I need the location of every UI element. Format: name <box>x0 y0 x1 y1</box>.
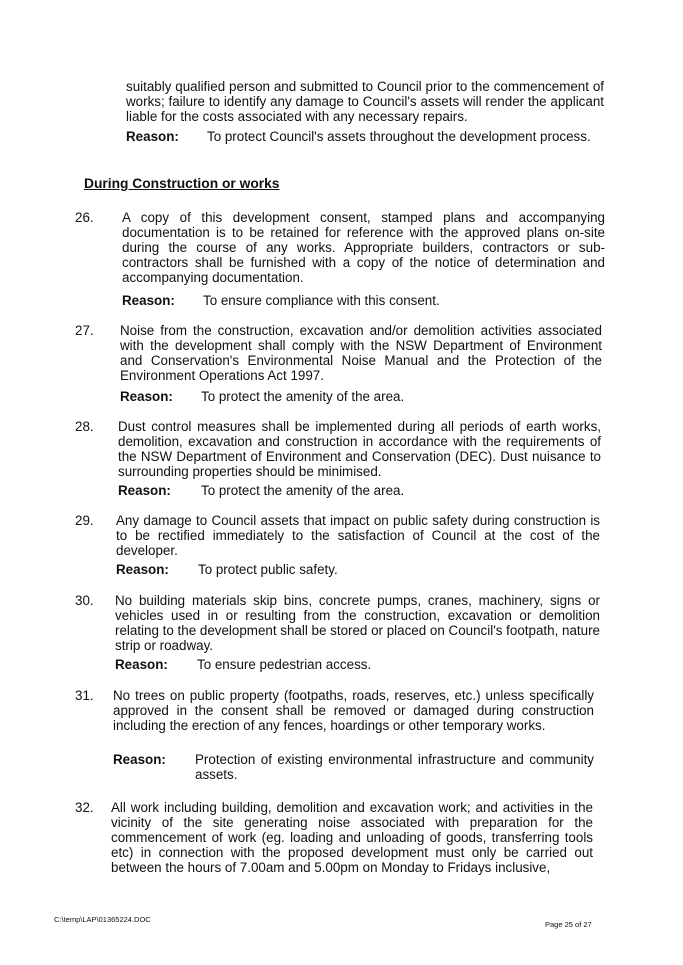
condition-number: 27. <box>75 323 94 338</box>
condition-text: All work including building, demolition and excavation work; and activities in the vicinity of the site generating noise associated with preparation for the commencement of work (eg. loading and unloading of goods, transferring tools etc) in connection with the proposed development must only be carried out between the hours of 7.00am and 5.00pm on Monday to Fridays inclusive, <box>111 800 593 875</box>
condition-number: 28. <box>75 419 94 434</box>
reason-label: Reason: <box>126 129 179 144</box>
condition-30 <box>75 593 605 678</box>
reason-label: Reason: <box>122 293 175 308</box>
condition-28 <box>75 419 605 504</box>
condition-31 <box>75 688 605 788</box>
condition-text: Noise from the construction, excavation and/or demolition activities associated with the development shall comply with the NSW Department of Environment and Conservation's Environmental Noise Manual and the Protection of the Environment Operations Act 1997. <box>120 323 602 383</box>
condition-27 <box>75 323 605 408</box>
reason-text: To protect public safety. <box>198 562 338 577</box>
reason-label: Reason: <box>120 389 173 404</box>
condition-32 <box>75 800 605 885</box>
condition-text: No building materials skip bins, concrete pumps, cranes, machinery, signs or vehicles used in or resulting from the construction, excavation or demolition relating to the development shall be stored or placed on Council's footpath, nature strip or roadway. <box>115 593 600 653</box>
section-heading: During Construction or works <box>84 176 280 191</box>
reason-text: To ensure compliance with this consent. <box>203 293 440 308</box>
condition-text: Dust control measures shall be implemented during all periods of earth works, demolition, excavation and construction in accordance with the requirements of the NSW Department of Environment and Conservation (DEC). Dust nuisance to surrounding properties should be minimised. <box>118 419 601 479</box>
footer-page-number: Page 25 of 27 <box>545 920 592 929</box>
reason-text: Protection of existing environmental infrastructure and community assets. <box>195 752 594 782</box>
reason-text: To protect the amenity of the area. <box>201 389 405 404</box>
condition-text: A copy of this development consent, stamped plans and accompanying documentation is to be retained for reference with the approved plans on-site during the course of any works. Appropriate builders, contractors or sub-contractors shall be furnished with a copy of the notice of determination and accompanying documentation. <box>122 210 605 285</box>
footer-file-path: C:\temp\LAP\01365224.DOC <box>54 915 151 924</box>
continuation-paragraph: suitably qualified person and submitted to Council prior to the commencement of works; failure to identify any damage to Council's assets will render the applicant liable for the costs associated with any necessary repairs. <box>126 79 604 124</box>
reason-label: Reason: <box>115 657 168 672</box>
condition-number: 29. <box>75 513 94 528</box>
condition-number: 26. <box>75 210 94 225</box>
reason-label: Reason: <box>116 562 169 577</box>
condition-number: 32. <box>75 800 94 815</box>
condition-26 <box>75 210 605 310</box>
condition-number: 31. <box>75 688 94 703</box>
reason-text: To protect the amenity of the area. <box>201 483 405 498</box>
reason-text: To ensure pedestrian access. <box>197 657 372 672</box>
reason-text: To protect Council's assets throughout the development process. <box>207 129 591 144</box>
condition-29 <box>75 513 605 583</box>
condition-number: 30. <box>75 593 94 608</box>
condition-text: Any damage to Council assets that impact on public safety during construction is to be rectified immediately to the satisfaction of Council at the cost of the developer. <box>116 513 600 558</box>
reason-label: Reason: <box>118 483 171 498</box>
reason-label: Reason: <box>113 752 166 767</box>
condition-text: No trees on public property (footpaths, roads, reserves, etc.) unless specifically approved in the consent shall be removed or damaged during construction including the erection of any fences, hoardings or other temporary works. <box>113 688 594 733</box>
